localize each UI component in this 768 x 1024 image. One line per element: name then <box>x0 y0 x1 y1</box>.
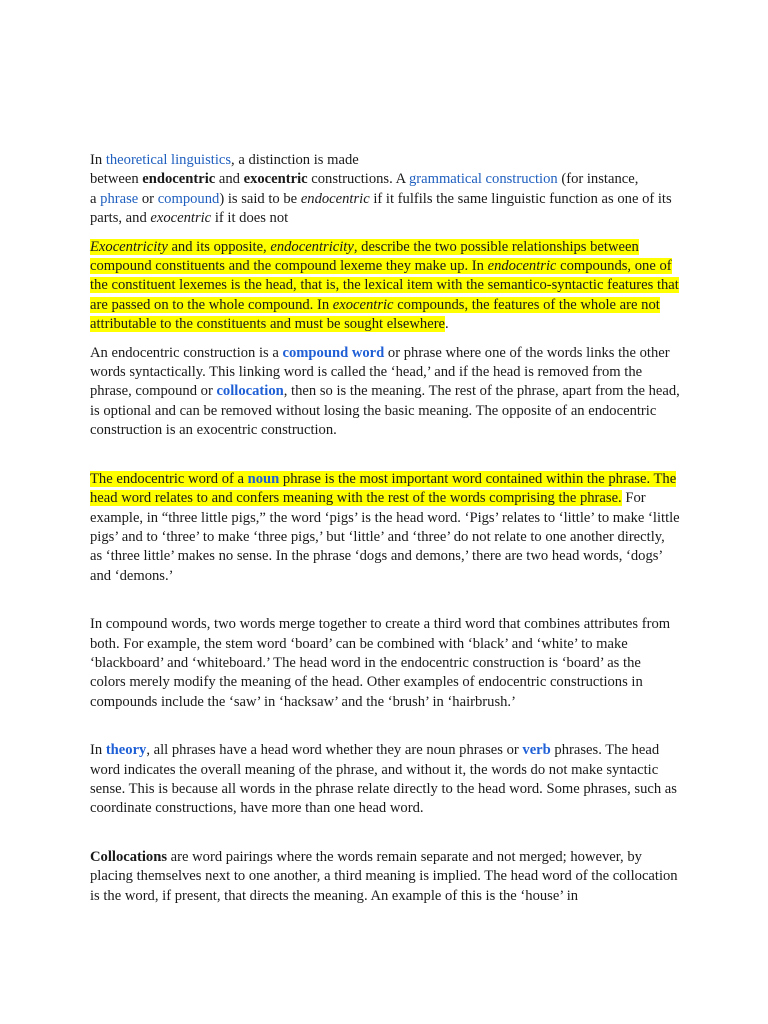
text-run: exocentric <box>150 210 212 227</box>
compound-words-paragraph <box>90 615 680 712</box>
endocentric-construction-paragraph <box>90 344 680 441</box>
text-run: An endocentric construction is a <box>90 344 283 361</box>
text-run: a <box>90 190 101 207</box>
link-grammatical-construction[interactable]: grammatical construction <box>408 171 558 188</box>
noun-phrase-paragraph <box>90 470 680 586</box>
text-run: or <box>138 190 158 207</box>
text-run: or phrase where one of the words links the other words syntactically. This linking word is called the ‘head,’ and if the head is removed from the phrase, compound or <box>90 344 670 400</box>
text-run: phrase is the most important word contained within the phrase. The head word relates to and confers meaning with the rest of the words comprising the phrase. <box>90 470 677 507</box>
link-phrase[interactable]: phrase <box>100 190 139 207</box>
text-run: The endocentric word of a <box>90 470 248 487</box>
text-run: constructions. A <box>307 171 409 188</box>
text-run: and <box>215 171 244 188</box>
text-run: endocentric <box>487 258 557 275</box>
text-run: (for instance, <box>557 171 639 188</box>
link-collocation[interactable]: collocation <box>216 383 284 400</box>
text-run: ) is said to be <box>219 190 301 207</box>
link-theoretical-linguistics[interactable]: theoretical linguistics <box>105 152 232 168</box>
text-run: if it does not <box>211 210 289 227</box>
text-run: exocentric <box>243 171 308 188</box>
collocations-paragraph <box>90 848 680 906</box>
document-page <box>90 151 680 915</box>
text-run: endocentric <box>142 171 216 188</box>
text-run: exocentric <box>332 296 394 313</box>
theory-paragraph <box>90 741 680 819</box>
text-run: In <box>90 152 106 168</box>
exocentricity-paragraph <box>90 238 680 335</box>
text-run: and its opposite, <box>167 238 271 255</box>
text-run: Exocentricity <box>90 238 168 255</box>
text-run: compounds, the features of the whole are not attributable to the constituents and must be sought elsewhere <box>90 296 660 333</box>
text-run: Collocations <box>90 848 168 865</box>
link-noun[interactable]: noun <box>247 470 280 487</box>
text-run: For example, in “three little pigs,” the word ‘pigs’ is the head word. ‘Pigs’ relates to ‘little’ to make ‘little pigs’ and to ‘three’ to make ‘three pigs,’ but ‘little’ and ‘three’ do not relate to one another directly, as ‘three little’ makes no sense. In the phrase ‘dogs and demons,’ there are two head words, ‘dogs’ and ‘demons.’ <box>90 490 680 584</box>
link-verb[interactable]: verb <box>522 742 551 759</box>
text-run: compounds, one of the constituent lexemes is the head, that is, the lexical item with the semantico-syntactic features that are passed on to the whole compound. In <box>90 258 679 313</box>
text-run: between <box>90 171 143 188</box>
text-run: In compound words, two words merge together to create a third word that combines attributes from both. For example, the stem word ‘board’ can be combined with ‘black’ and ‘white’ to make ‘blackboard’ and ‘whiteboard.’ The head word in the endocentric construction is ‘board’ as the colors merely modify the meaning of the head. Other examples of endocentric constructions in compounds include the ‘saw’ in ‘hacksaw’ and the ‘brush’ in ‘hairbrush.’ <box>90 616 671 710</box>
text-run: , a distinction is made <box>231 152 359 168</box>
link-compound-word[interactable]: compound word <box>282 344 385 361</box>
text-run: , all phrases have a head word whether they are noun phrases or <box>146 742 523 759</box>
text-run: , then so is the meaning. The rest of the phrase, apart from the head, is optional and can be removed without losing the basic meaning. The opposite of an endocentric construction is an exocentric construction. <box>90 383 680 439</box>
text-run: endocentric <box>300 190 370 207</box>
text-run: are word pairings where the words remain separate and not merged; however, by placing themselves next to one another, a third meaning is implied. The head word of the collocation is the word, if present, that directs the meaning. An example of this is the ‘house’ in <box>90 848 678 904</box>
text-run: phrases. The head word indicates the overall meaning of the phrase, and without it, the words do not make syntactic sense. This is because all words in the phrase relate directly to the head word. Some phrases, such as coordinate constructions, have more than one head word. <box>90 742 677 817</box>
text-run: In <box>90 742 106 759</box>
link-compound[interactable]: compound <box>157 190 220 207</box>
text-run: endocentricity <box>270 238 354 255</box>
text-run: , describe the two possible relationships between compound constituents and the compound lexeme they make up. In <box>90 238 639 275</box>
text-run: if it fulfils the same linguistic function as one of its parts, and <box>90 190 672 227</box>
text-run: . <box>445 316 449 333</box>
link-theory[interactable]: theory <box>105 742 147 759</box>
intro-paragraph <box>90 151 680 229</box>
